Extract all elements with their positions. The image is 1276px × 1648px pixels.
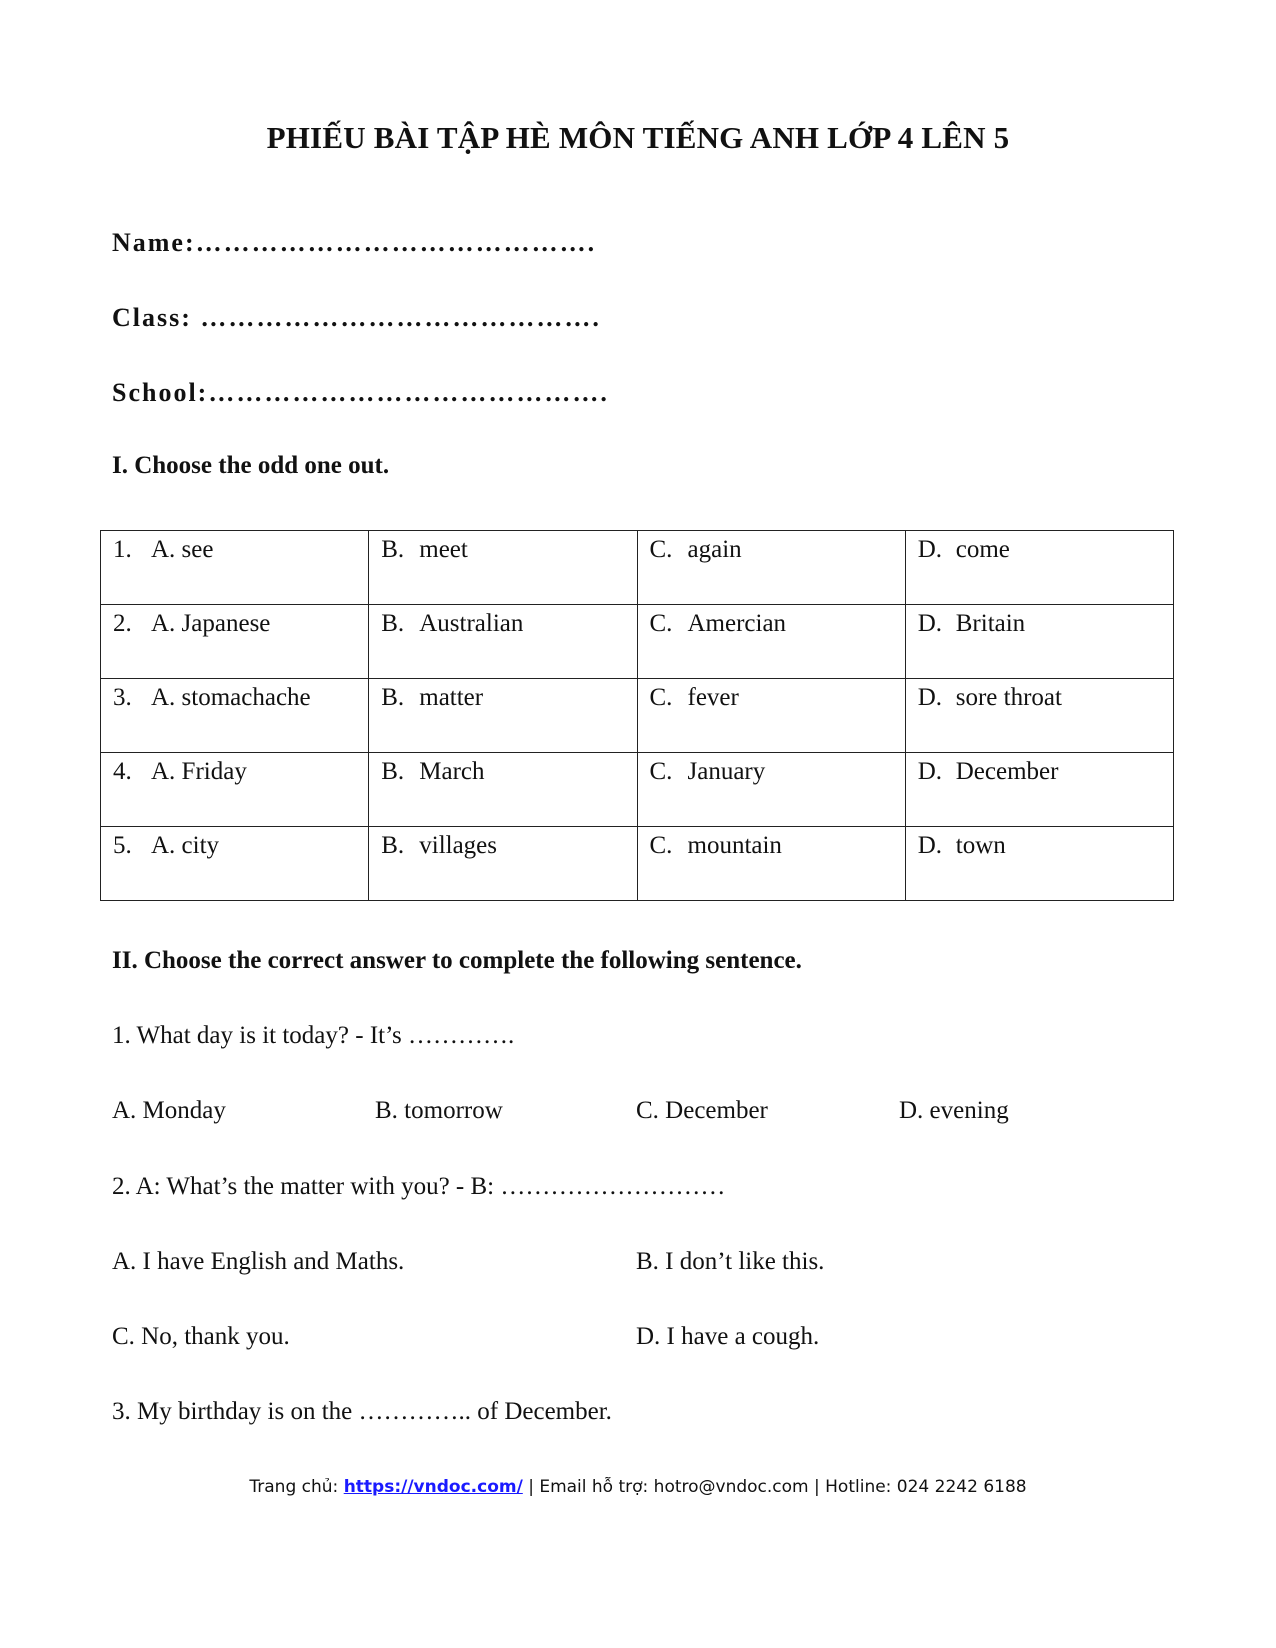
table-cell: 3. A. stomachache: [101, 679, 369, 753]
table-cell: D. Britain: [905, 605, 1173, 679]
table-cell: D. December: [905, 753, 1173, 827]
table-row: [101, 827, 1174, 901]
school-field: School:…………………………………….: [112, 378, 609, 407]
table-cell: C. Amercian: [637, 605, 905, 679]
q2-option-a: A. I have English and Maths.: [112, 1248, 405, 1275]
table-row: [101, 753, 1174, 827]
table-row: [101, 531, 1174, 605]
table-cell: C. mountain: [637, 827, 905, 901]
table-cell: C. fever: [637, 679, 905, 753]
section-1-heading: I. Choose the odd one out.: [112, 452, 390, 479]
q1-option-b: B. tomorrow: [375, 1097, 503, 1124]
table-row: [101, 605, 1174, 679]
table-cell: B. March: [369, 753, 637, 827]
name-field: Name:…………………………………….: [112, 228, 597, 257]
q2-option-c: C. No, thank you.: [112, 1323, 290, 1350]
table-cell: C. again: [637, 531, 905, 605]
q1-option-a: A. Monday: [112, 1097, 226, 1124]
table-cell: 5. A. city: [101, 827, 369, 901]
q1-option-c: C. December: [636, 1097, 768, 1124]
table-cell: 4. A. Friday: [101, 753, 369, 827]
footer-prefix: Trang chủ:: [249, 1477, 344, 1497]
table-cell: B. meet: [369, 531, 637, 605]
footer-contact: | Email hỗ trợ: hotro@vndoc.com | Hotline: 024 2242 6188: [522, 1477, 1027, 1497]
table-cell: C. January: [637, 753, 905, 827]
page-footer: [0, 1477, 1276, 1497]
section-2-heading: II. Choose the correct answer to complete the following sentence.: [112, 947, 802, 974]
question-1: 1. What day is it today? - It’s ………….: [112, 1022, 515, 1049]
table-cell: D. come: [905, 531, 1173, 605]
table-cell: B. matter: [369, 679, 637, 753]
table-cell: 2. A. Japanese: [101, 605, 369, 679]
table-cell: D. town: [905, 827, 1173, 901]
page-title: PHIẾU BÀI TẬP HÈ MÔN TIẾNG ANH LỚP 4 LÊN 5: [266, 120, 1010, 155]
q2-option-b: B. I don’t like this.: [636, 1248, 825, 1275]
table-cell: 1. A. see: [101, 531, 369, 605]
question-3: 3. My birthday is on the ………….. of December.: [112, 1398, 612, 1425]
odd-one-out-table: [100, 530, 1174, 901]
class-field: Class: …………………………………….: [112, 303, 601, 332]
q1-option-d: D. evening: [899, 1097, 1009, 1124]
table-cell: D. sore throat: [905, 679, 1173, 753]
question-2: 2. A: What’s the matter with you? - B: ………………………: [112, 1173, 726, 1200]
home-link[interactable]: https://vndoc.com/: [343, 1477, 523, 1497]
table-cell: B. Australian: [369, 605, 637, 679]
table-cell: B. villages: [369, 827, 637, 901]
table-row: [101, 679, 1174, 753]
q2-option-d: D. I have a cough.: [636, 1323, 820, 1350]
